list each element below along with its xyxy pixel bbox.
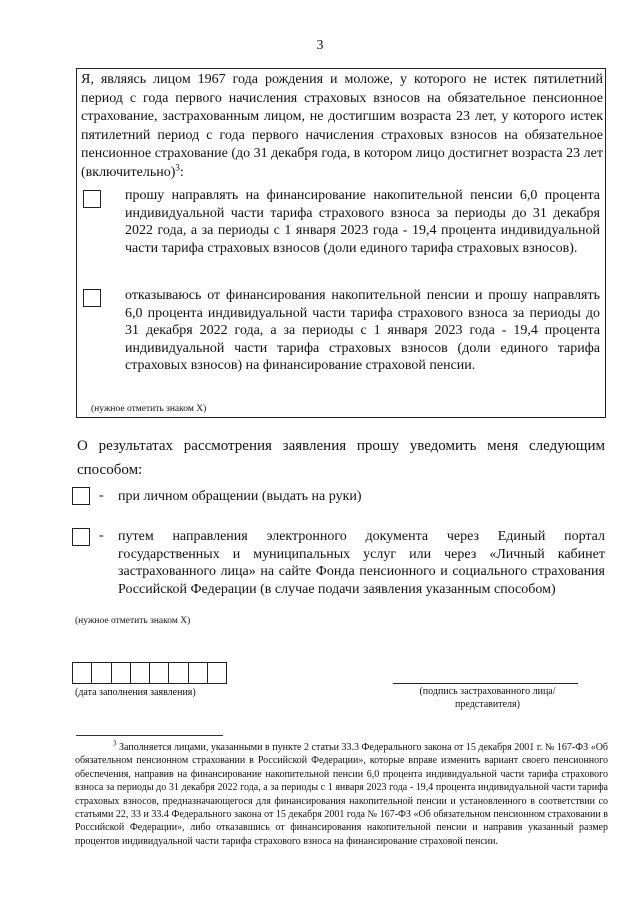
- method-1-text: при личном обращении (выдать на руки): [118, 489, 362, 504]
- option-2-checkbox[interactable]: [83, 289, 101, 307]
- signature-caption-2: представителя): [455, 699, 520, 710]
- date-cell[interactable]: [112, 663, 131, 683]
- footnote-ref: 3: [175, 162, 180, 173]
- page-number: 3: [316, 38, 324, 53]
- date-caption: (дата заполнения заявления): [75, 687, 196, 698]
- footnote-text: Заполняется лицами, указанными в пункте 2 статьи 33.3 Федерального закона от 15 декабря 2001 г. № 167-ФЗ «Об обязательном пенсионном страховании в Российской Федерации», которые вправе изменить вариант своего пенсионного обеспечения, направив на финансирование накопительной пенсии 6,0 процента индивидуальной части тарифа страхового взноса за периоды до 31 декабря 2022 года, а за периоды с 1 января 2023 года - 19,4 процента индивидуальной части тарифа страховых взносов, предназначающегося для финансирования накопительной пенсии и установленного в соответствии со статьями 22, 33 и 33.4 Федерального закона от 15 декабря 2001 года № 167-ФЗ «Об обязательном пенсионном страховании в Российской Федерации», либо отказавшись от финансирования накопительной пенсии и направив указанный размер процентов индивидуальной части тарифа страхового взноса на финансирование страховой пенсии.: [75, 742, 608, 847]
- option-2-text: отказываюсь от финансирования накопительной пенсии и прошу направлять 6,0 процента индивидуальной части тарифа страхового взноса за периоды до 31 декабря 2022 года, а за периоды с 1 января 2023 года - 19,4 процента индивидуальной части тарифа страховых взносов (доли единого тарифа страховых взносов) на финансирование страховой пенсии.: [125, 288, 600, 373]
- footnote: [75, 741, 608, 848]
- notification-line-2: способом:: [77, 462, 143, 478]
- method-2-dash: -: [99, 528, 104, 543]
- date-cell[interactable]: [208, 663, 226, 683]
- date-cell[interactable]: [189, 663, 208, 683]
- method-1-dash: -: [99, 488, 104, 503]
- method-2-text: путем направления электронного документа через Единый портал государственных и муниципальных услуг или через «Личный кабинет застрахованного лица» на сайте Фонда пенсионного и социального страхования Российской Федерации (в случае подачи заявления указанным способом): [118, 529, 605, 597]
- date-cell[interactable]: [92, 663, 111, 683]
- option-1-checkbox[interactable]: [83, 190, 101, 208]
- pension-intro-text: [81, 71, 603, 183]
- date-cell[interactable]: [131, 663, 150, 683]
- option-hint: (нужное отметить знаком Х): [91, 404, 207, 414]
- date-cell[interactable]: [169, 663, 188, 683]
- footnote-mark: 3: [113, 739, 117, 748]
- notification-line-1: О результатах рассмотрения заявления прошу уведомить меня следующим: [77, 438, 605, 454]
- signature-caption-1: (подпись застрахованного лица/: [419, 686, 556, 697]
- intro-text: Я, являясь лицом 1967 года рождения и моложе, у которого не истек пятилетний период с года первого начисления страховых взносов на обязательное пенсионное страхование, застрахованным лицом, не достигшим возраста 23 лет, у которого истек пятилетний период с года первого начисления страховых взносов на обязательное пенсионное страхование (до 31 декабря года, в котором лицо достигнет возраста 23 лет (включительно): [81, 72, 603, 180]
- date-input-cells[interactable]: [72, 662, 227, 684]
- method-hint: (нужное отметить знаком Х): [75, 616, 191, 626]
- method-1-checkbox[interactable]: [72, 487, 90, 505]
- date-cell[interactable]: [150, 663, 169, 683]
- method-2-checkbox[interactable]: [72, 528, 90, 546]
- signature-line[interactable]: [393, 683, 578, 684]
- intro-end: :: [179, 164, 184, 180]
- option-1-text: прошу направлять на финансирование накопительной пенсии 6,0 процента индивидуальной части тарифа страхового взноса за периоды до 31 декабря 2022 года, а за периоды с 1 января 2023 года - 19,4 процента индивидуальной части тарифа страховых взносов (доли единого тарифа страховых взносов).: [125, 188, 600, 256]
- footnote-separator: [76, 735, 223, 736]
- date-cell[interactable]: [73, 663, 92, 683]
